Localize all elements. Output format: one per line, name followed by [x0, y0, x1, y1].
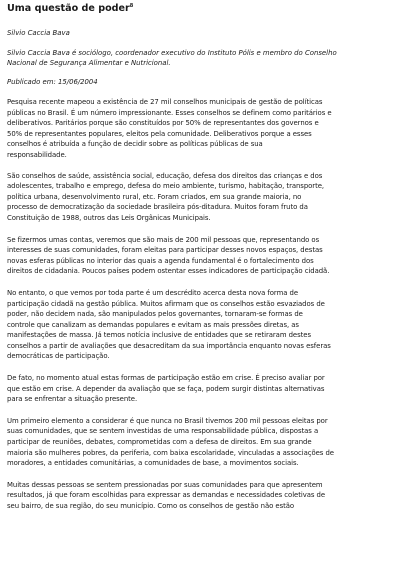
paragraph-line: adolescentes, trabalho e emprego, defesa do meio ambiente, turismo, habitação, transporte,	[7, 182, 325, 191]
paragraph-line: moradores, a entidades comunitárias, a comunidades de base, a movimentos sociais.	[7, 459, 299, 468]
paragraph	[7, 171, 411, 224]
paragraph-line: Pesquisa recente mapeou a existência de 27 mil conselhos municipais de gestão de políticas	[7, 98, 323, 106]
paragraph-line: participar de reuniões, debates, comprometidas com a defesa de direitos. Em sua grande	[7, 438, 312, 447]
article-title	[7, 0, 411, 15]
paragraph-line: para se enfrentar a situação presente.	[7, 395, 138, 404]
paragraph-line: Muitas dessas pessoas se sentem pressionadas por suas comunidades para que apresentem	[7, 480, 323, 489]
paragraph-line: manifestações de massa. Já temos notícia inclusive de entidades que se retiraram destes	[7, 331, 311, 340]
paragraph-line: interesses de suas comunidades, foram eleitas para participar desses novos espaços, destas	[7, 246, 323, 255]
article	[7, 0, 411, 512]
paragraph	[7, 416, 411, 469]
paragraph-line: controle que canalizam as demandas populares e evitam as mais pressões diretas, as	[7, 320, 299, 329]
author-bio	[7, 48, 411, 68]
paragraph-line: direitos de cidadania. Poucos países podem ostentar esses indicadores de participação cidadã.	[7, 267, 330, 276]
paragraph	[7, 373, 411, 405]
paragraph-line: poder, não decidem nada, são manipulados pelos governantes, tornaram-se formas de	[7, 310, 303, 319]
paragraph-line: Se fizermos umas contas, veremos que são mais de 200 mil pessoas que, representando os	[7, 235, 320, 244]
paragraph-line: democráticas de participação.	[7, 352, 110, 361]
paragraph-line: suas comunidades, que se sentem investidas de uma responsabilidade pública, dispostas a	[7, 427, 319, 436]
author-name: Silvio Caccia Bava	[7, 29, 70, 37]
paragraph	[7, 235, 411, 277]
publication-date: Publicado em: 15/06/2004	[7, 78, 98, 86]
paragraph-line: Constituição de 1988, outros das Leis Orgânicas Municipais.	[7, 213, 211, 222]
paragraph-line: deliberativos. Paritários porque são constituídos por 50% de representantes dos governos e	[7, 119, 319, 128]
paragraph-line: resultados, já que foram escolhidas para expressar as demandas e necessidades coletivas de	[7, 491, 326, 500]
article-title-text: Uma questão de poder	[7, 3, 130, 14]
author-bio-line: Nacional de Segurança Alimentar e Nutricional.	[7, 59, 171, 67]
paragraph	[7, 97, 411, 161]
paragraph-line: De fato, no momento atual estas formas de participação estão em crise. É preciso avaliar por	[7, 374, 325, 383]
paragraph-line: que estão em crise. A depender da avaliação que se faça, podem surgir distintas alternativas	[7, 384, 325, 393]
paragraph-line: responsabilidade.	[7, 150, 67, 159]
paragraph-line: participação cidadã na gestão pública. Muitos afirmam que os conselhos estão esvaziados de	[7, 299, 325, 308]
footnote-mark: 8	[129, 3, 134, 9]
paragraph-line: política urbana, desenvolvimento rural, etc. Foram criados, em sua grande maioria, no	[7, 192, 302, 201]
paragraph-line: maioria são mulheres pobres, da periferia, com baixa escolaridade, vinculadas a associações de	[7, 448, 334, 457]
paragraph-line: seu bairro, de sua região, do seu município. Como os conselhos de gestão não estão	[7, 502, 295, 510]
paragraph-line: conselhos a partir de avaliações que desacreditam da sua importância enquanto novas esferas	[7, 341, 331, 350]
paragraph-line: conselhos é atribuída a função de decidir sobre as políticas públicas de sua	[7, 140, 263, 149]
paragraph-line: No entanto, o que vemos por toda parte é um descrédito acerca desta nova forma de	[7, 288, 299, 297]
paragraph-line: processo de democratização da sociedade brasileira pós-ditadura. Muitos foram fruto da	[7, 203, 308, 212]
paragraph-line: São conselhos de saúde, assistência social, educação, defesa dos direitos das crianças e dos	[7, 171, 323, 180]
paragraph-line: novas esferas públicas no interior das quais a agenda fundamental é o fortalecimento dos	[7, 256, 314, 265]
paragraph-line: públicas no Brasil. É um número impressionante. Esses conselhos se definem como paritários e	[7, 108, 332, 117]
paragraph-line: Um primeiro elemento a considerar é que nunca no Brasil tivemos 200 mil pessoas eleitas por	[7, 416, 328, 425]
author-bio-line: Silvio Caccia Bava é sociólogo, coordenador executivo do Instituto Pólis e membro do Conselho	[7, 49, 337, 57]
paragraph-line: 50% de representantes populares, eleitos pela comunidade. Deliberativos porque a esses	[7, 129, 312, 138]
paragraph	[7, 288, 411, 362]
paragraph	[7, 480, 411, 512]
